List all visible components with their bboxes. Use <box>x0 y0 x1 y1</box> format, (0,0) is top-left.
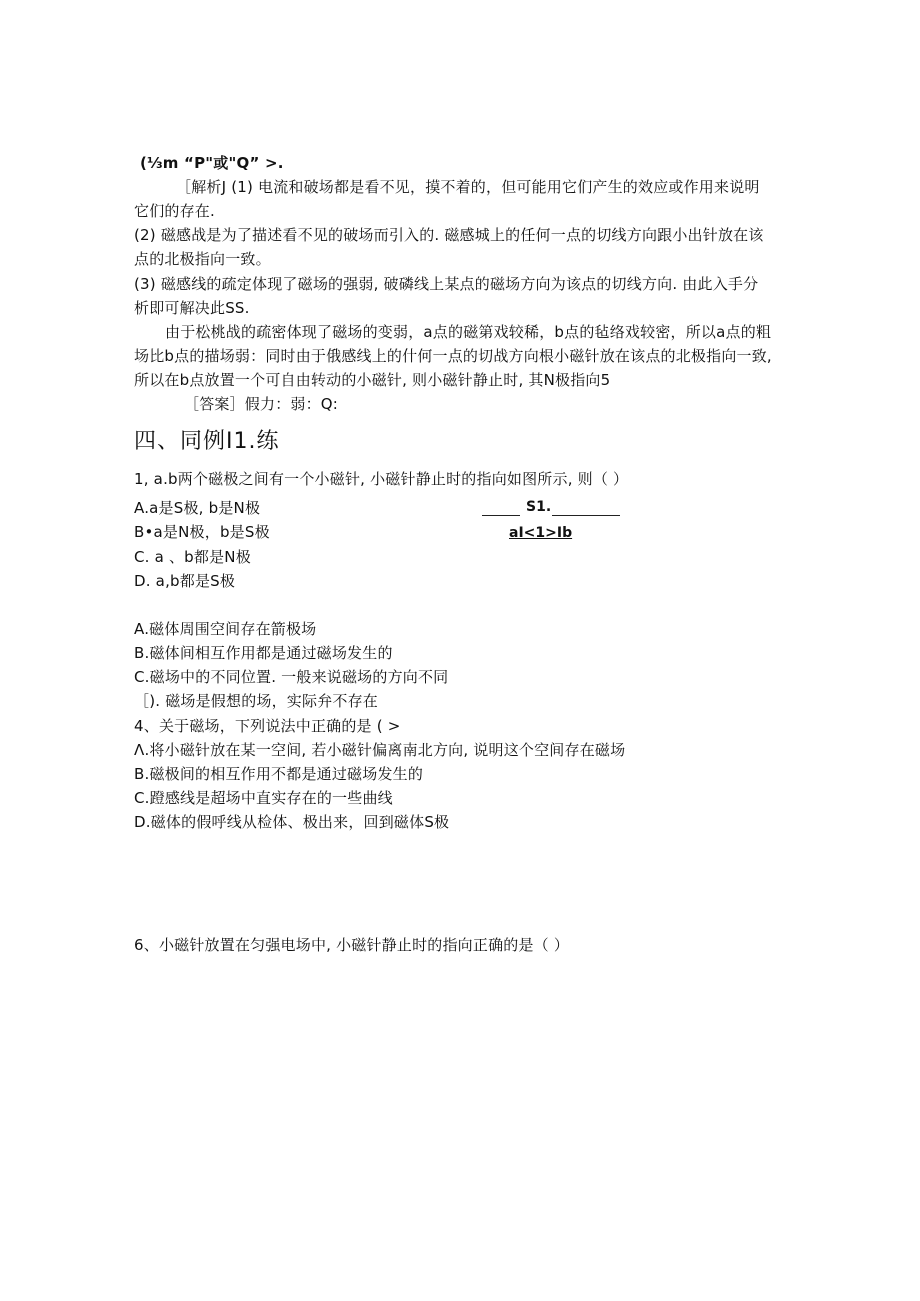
answer-blank-line: (⅓m “P"或"Q” >. <box>140 154 284 172</box>
analysis-line-1: ［解析J (1) 电流和破场都是看不见，摸不着的，但可能用它们产生的效应或作用来说明 <box>176 178 760 196</box>
figure-top-label: S1. <box>526 499 552 515</box>
analysis-line-5: (3) 磁感线的疏定体现了磁场的强弱, 破磷线上某点的磁场方向为该点的切线方向. 由此入手分 <box>134 275 759 293</box>
question-4-option-d: D.磁体的假呼线从检体、极出来，回到磁体S极 <box>134 813 450 831</box>
question-1: 1, a.b两个磁极之间有一个小磁针, 小磁针静止时的指向如图所示, 则（ ） <box>134 470 629 488</box>
analysis-line-3: (2) 磁感战是为了描述看不见的破场而引入的. 磁感城上的任何一点的切线方向跟小出针放在该 <box>134 226 764 244</box>
analysis-line-8: 场比b点的描场弱：同时由于俄感线上的什何一点的切战方向根小磁针放在该点的北极指向一致, <box>134 347 772 365</box>
question-6: 6、小磁针放置在匀强电场中, 小磁针静止时的指向正确的是（ ） <box>134 936 570 954</box>
figure-bottom-label: aI<1>Ib <box>509 525 573 541</box>
question-4-option-b: B.磁极间的相互作用不都是通过磁场发生的 <box>134 765 424 783</box>
analysis-line-9: 所以在b点放置一个可自由转动的小磁针, 则小磁针静止时, 其N极指向5 <box>134 371 611 389</box>
figure-rule-left <box>482 515 520 516</box>
question-4-option-a: Λ.将小磁针放在某一空间, 若小磁针偏离南北方向, 说明这个空间存在磁场 <box>134 741 626 759</box>
question-1-option-b: B•a是N极，b是S极 <box>134 523 270 541</box>
statement-b: B.磁体间相互作用都是通过磁场发生的 <box>134 644 393 662</box>
question-1-option-a: A.a是S极, b是N极 <box>134 499 261 517</box>
question-4-option-c: C.蹬感线是超场中直实存在的一些曲线 <box>134 789 393 807</box>
figure-rule-right <box>552 515 620 516</box>
question-1-option-d: D. a,b都是S极 <box>134 572 236 590</box>
analysis-line-6: 析即可解决此SS. <box>134 299 250 317</box>
analysis-line-7: 由于松桃战的疏密体现了磁场的变弱，a点的磁第戏较稀，b点的毡络戏较密，所以a点的粗 <box>165 323 772 341</box>
question-4: 4、关于磁场，下列说法中正确的是 ( > <box>134 717 401 735</box>
statement-d: ［). 磁场是假想的场，实际弁不存在 <box>134 692 378 710</box>
analysis-line-4: 点的北极指向一致。 <box>134 250 271 268</box>
answer-line: ［答案］假力：弱：Q: <box>184 395 339 413</box>
section-heading: 四、同例I1.练 <box>134 429 280 454</box>
statement-a: A.磁体周围空间存在箭极场 <box>134 620 317 638</box>
analysis-line-2: 它们的存在. <box>134 202 215 220</box>
question-1-option-c: C. a 、b都是N极 <box>134 548 251 566</box>
magnet-figure <box>482 498 632 548</box>
statement-c: C.磁场中的不同位置. 一般来说磁场的方向不同 <box>134 668 449 686</box>
